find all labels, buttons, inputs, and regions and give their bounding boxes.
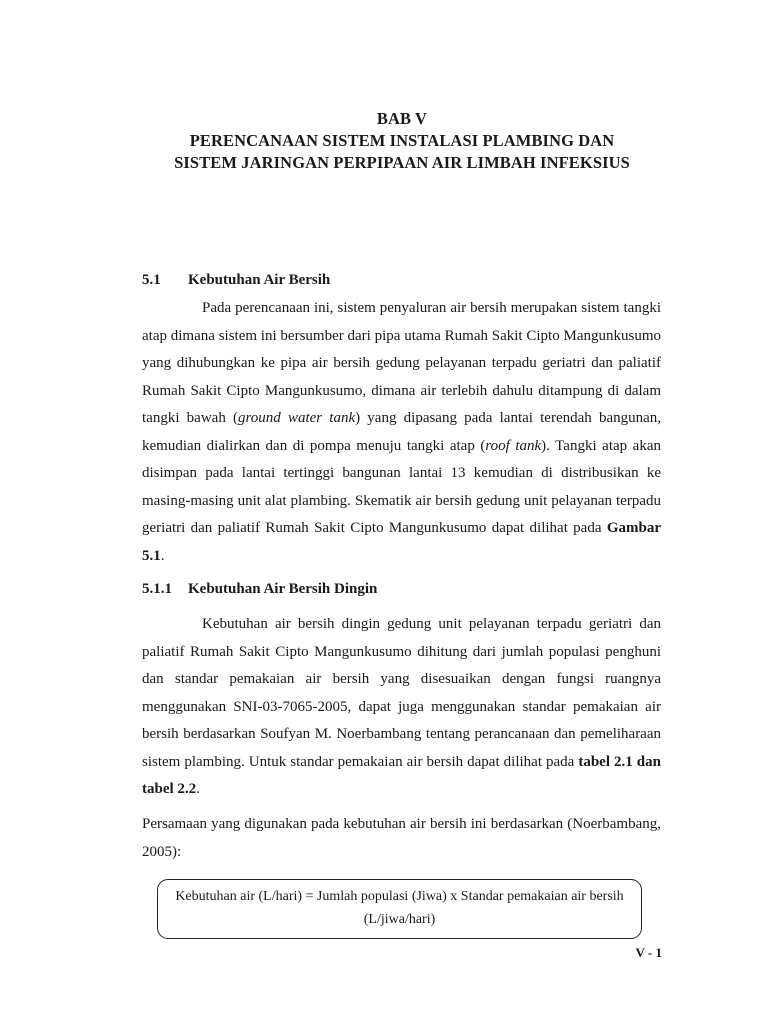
paragraph-italic-term: ground water tank	[238, 410, 356, 426]
table-reference: tabel 2.1 dan tabel 2.2	[142, 753, 661, 797]
equation-line-2: (L/jiwa/hari)	[363, 912, 436, 927]
section-title: Kebutuhan Air Bersih	[188, 272, 331, 288]
paragraph-text: .	[160, 547, 165, 564]
chapter-title-block	[100, 108, 704, 174]
section-heading-5-1-1	[142, 579, 377, 599]
paragraph	[142, 611, 661, 804]
section-5-1-1-body	[142, 611, 661, 804]
paragraph-text: Kebutuhan air bersih dingin gedung unit pelayanan terpadu geriatri dan paliatif Rumah Sakit Cipto Mangunkusumo dihitung dari jumlah populasi penghuni dan standar pemakaian air bersih yang disesuaikan dengan fungsi ruangnya menggunakan SNI-03-7065-2005, dapat juga menggunakan standar pemakaian air bersih berdasarkan Soufyan M. Noerbambang tentang perancanaan dan pemeliharaan sistem plambing. Untuk standar pemakaian air bersih dapat dilihat pada	[142, 616, 661, 770]
chapter-title-line-2: SISTEM JARINGAN PERPIPAAN AIR LIMBAH INFEKSIUS	[174, 153, 630, 172]
section-number: 5.1	[142, 272, 161, 288]
equation-box	[157, 879, 642, 939]
paragraph-text: ). Tangki atap akan disimpan pada lantai tertinggi bangunan lantai 13 kemudian di distribusikan ke masing-masing unit alat plambing. Skematik air bersih gedung unit pelayanan terpadu geriatri dan paliatif Rumah Sakit Cipto Mangunkusumo dapat dilihat pada	[142, 437, 661, 536]
chapter-label: BAB V	[376, 109, 428, 128]
paragraph-text: Pada perencanaan ini, sistem penyaluran air bersih merupakan sistem tangki atap dimana sistem ini bersumber dari pipa utama Rumah Sakit Cipto Mangunkusumo yang dihubungkan ke pipa air bersih gedung pelayanan terpadu geriatri dan paliatif Rumah Sakit Cipto Mangunkusumo, dimana air terlebih dahulu ditampung di dalam tangki bawah (	[142, 300, 661, 426]
section-title: Kebutuhan Air Bersih Dingin	[188, 581, 378, 597]
paragraph	[142, 295, 661, 570]
equation-intro: Persamaan yang digunakan pada kebutuhan air bersih ini berdasarkan (Noerbambang, 2005):	[142, 816, 661, 860]
page-number: V - 1	[635, 945, 662, 960]
paragraph-text: .	[196, 781, 200, 797]
paragraph-text: ) yang dipasang pada lantai terendah bangunan, kemudian dialirkan dan di pompa menuju tangki atap (	[142, 410, 662, 454]
paragraph-italic-term: roof tank	[485, 437, 542, 454]
section-5-1-body	[142, 295, 661, 570]
figure-reference: Gambar 5.1	[142, 520, 661, 564]
section-heading-5-1	[142, 270, 330, 290]
section-number: 5.1.1	[142, 581, 172, 597]
chapter-title-line-1: PERENCANAAN SISTEM INSTALASI PLAMBING DAN	[189, 131, 615, 150]
equation-line-1: Kebutuhan air (L/hari) = Jumlah populasi (Jiwa) x Standar pemakaian air bersih	[175, 889, 624, 904]
